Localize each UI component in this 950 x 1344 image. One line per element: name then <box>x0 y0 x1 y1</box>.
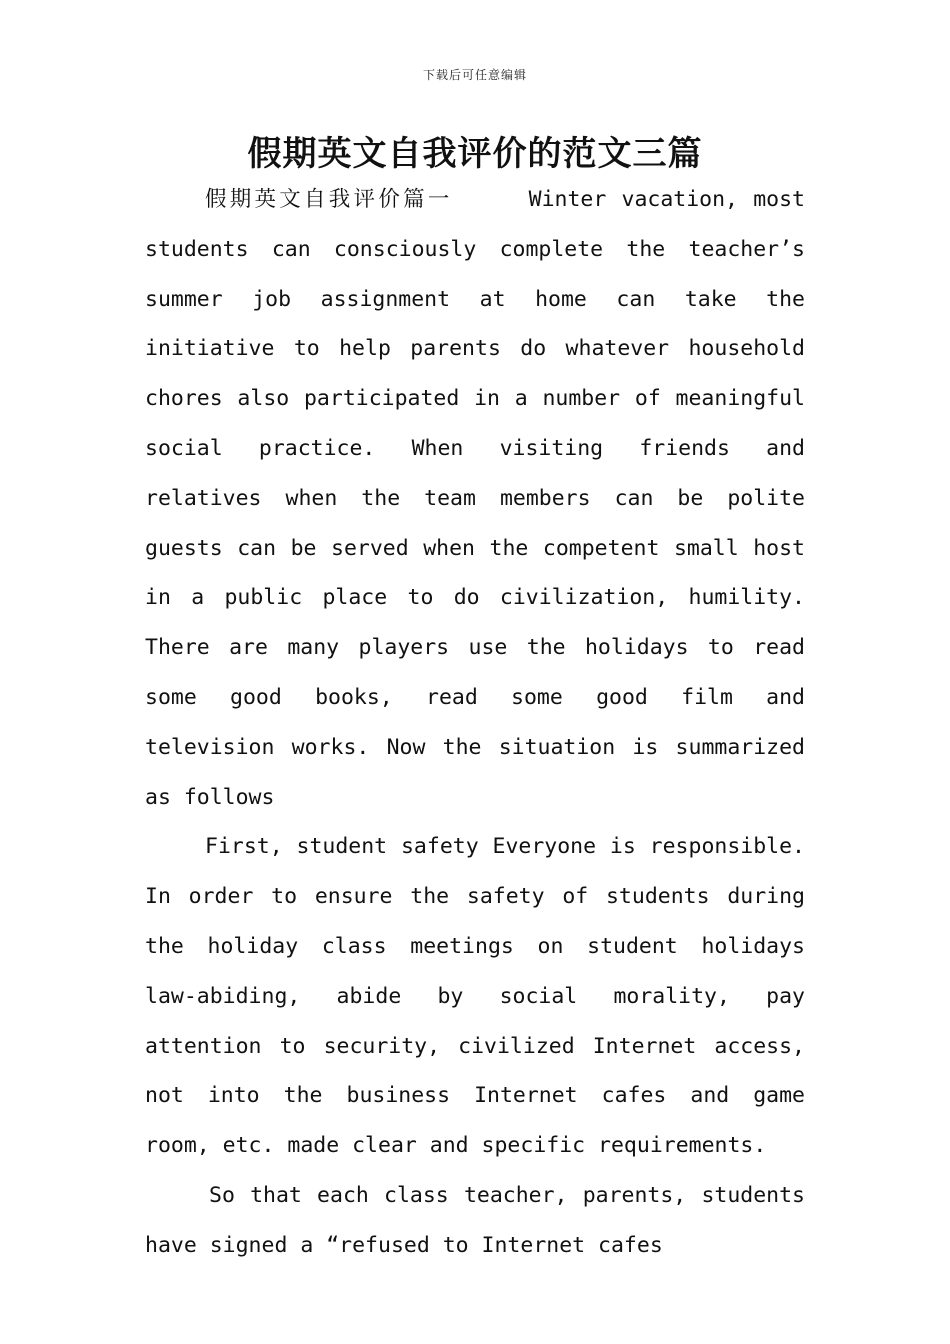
document-title: 假期英文自我评价的范文三篇 <box>247 134 703 174</box>
header-note: 下载后可任意编辑 <box>422 68 527 82</box>
paragraph-intro <box>145 175 805 822</box>
paragraph-signing: So that each class teacher, parents, students have signed a “refused to Internet cafes <box>145 1182 805 1258</box>
paragraph-safety: First, student safety Everyone is responsible. In order to ensure the safety of students during the holiday class meetings on student holidays law-abiding, abide by social morality, pay attention to security, civilized Internet access, not into the business Internet cafes and game room, etc. made clear and specific requirements. <box>145 834 805 1159</box>
paragraph-text: Winter vacation, most students can consciously complete the teacher’s summer job assignment at home can take the initiative to help parents do whatever household chores also participated in a number of meaningful social practice. When visiting friends and relatives when the team members can be polite guests can be served when the competent small host in a public place to do civilization, humility. There are many players use the holidays to read some good books, read some good film and television works. Now the situation is summarized as follows <box>145 187 805 810</box>
section-heading: 假期英文自我评价篇一 <box>205 187 453 212</box>
document-body <box>145 175 805 1271</box>
